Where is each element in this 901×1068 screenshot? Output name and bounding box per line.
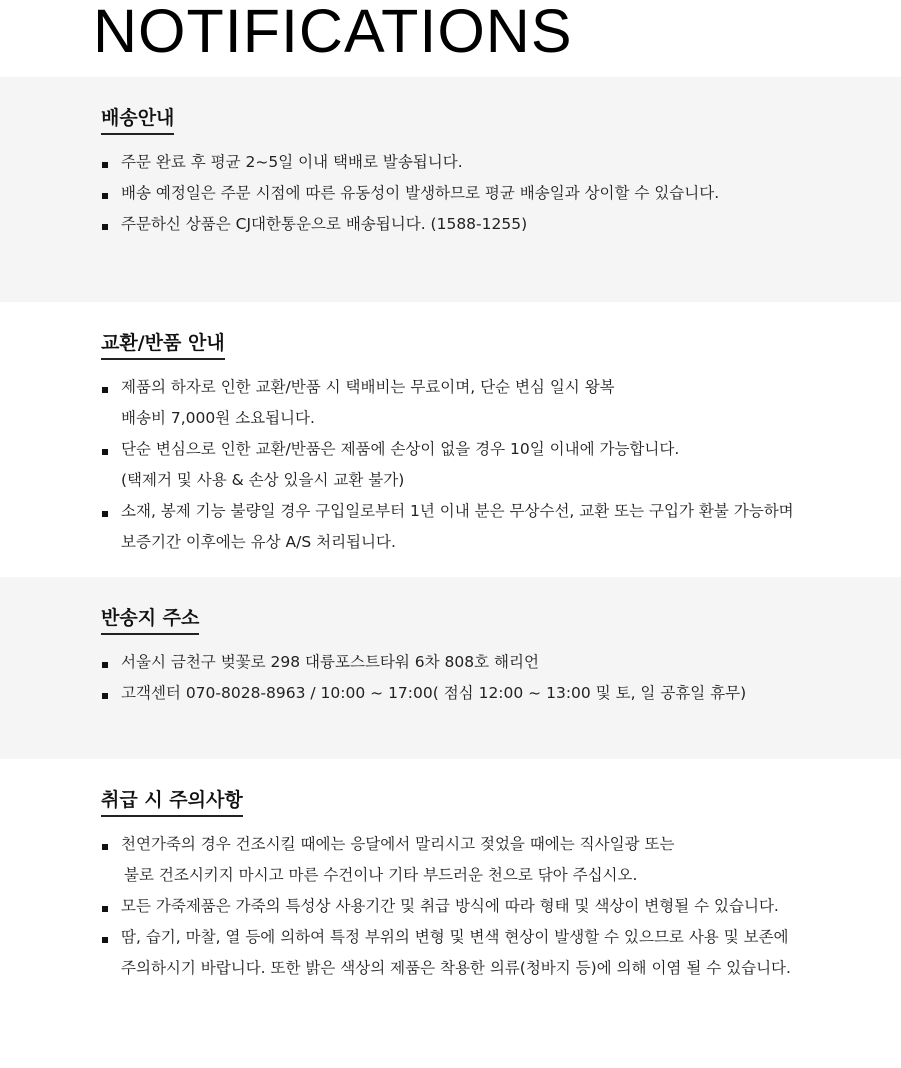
item-text-continued: 주의하시기 바랍니다. 또한 밝은 색상의 제품은 착용한 의류(청바지 등)에 의해 이염 될 수 있습니다. [121, 959, 791, 977]
item-text: 단순 변심으로 인한 교환/반품은 제품에 손상이 없을 경우 10일 이내에 가능합니다. [121, 440, 680, 458]
exchange-return-list [101, 372, 901, 558]
list-item [101, 209, 901, 240]
square-bullet-icon [102, 449, 108, 455]
list-item [101, 891, 901, 922]
item-text: 주문 완료 후 평균 2~5일 이내 택배로 발송됩니다. [121, 153, 463, 171]
item-text: 서울시 금천구 벚꽃로 298 대륭포스트타워 6차 808호 해리언 [121, 653, 539, 671]
list-item [101, 922, 901, 984]
list-item [101, 434, 901, 496]
item-text: 배송 예정일은 주문 시점에 따른 유동성이 발생하므로 평균 배송일과 상이할 수 있습니다. [121, 184, 720, 202]
list-item [101, 647, 901, 678]
item-text: 제품의 하자로 인한 교환/반품 시 택배비는 무료이며, 단순 변심 일시 왕복 [121, 378, 615, 396]
square-bullet-icon [102, 511, 108, 517]
square-bullet-icon [102, 937, 108, 943]
square-bullet-icon [102, 162, 108, 168]
square-bullet-icon [102, 693, 108, 699]
item-text: 소재, 봉제 기능 불량일 경우 구입일로부터 1년 이내 분은 무상수선, 교환 또는 구입가 환불 가능하며 [121, 502, 794, 520]
shipping-info-section [0, 77, 901, 302]
list-item [101, 147, 901, 178]
list-item [101, 829, 901, 891]
item-text: 땀, 습기, 마찰, 열 등에 의하여 특정 부위의 변형 및 변색 현상이 발생할 수 있으므로 사용 및 보존에 [121, 928, 789, 946]
item-text: 고객센터 070-8028-8963 / 10:00 ~ 17:00( 점심 12:00 ~ 13:00 및 토, 일 공휴일 휴무) [121, 684, 747, 702]
item-text-continued: 불로 건조시키지 마시고 마른 수건이나 기타 부드러운 천으로 닦아 주십시오. [124, 866, 638, 884]
handling-caution-section [0, 759, 901, 1068]
item-text-continued: (택제거 및 사용 & 손상 있을시 교환 불가) [121, 471, 405, 489]
item-text-continued: 보증기간 이후에는 유상 A/S 처리됩니다. [121, 533, 396, 551]
square-bullet-icon [102, 906, 108, 912]
section-heading: 배송안내 [101, 105, 174, 135]
exchange-return-section [0, 302, 901, 577]
square-bullet-icon [102, 844, 108, 850]
page-title: NOTIFICATIONS [93, 0, 573, 65]
list-item [101, 372, 901, 434]
list-item [101, 496, 901, 558]
square-bullet-icon [102, 662, 108, 668]
list-item [101, 678, 901, 709]
section-heading: 교환/반품 안내 [101, 330, 225, 360]
section-heading: 반송지 주소 [101, 605, 199, 635]
handling-caution-list [101, 829, 901, 984]
item-text: 주문하신 상품은 CJ대한통운으로 배송됩니다. (1588-1255) [121, 215, 528, 233]
section-heading: 취급 시 주의사항 [101, 787, 243, 817]
item-text: 천연가죽의 경우 건조시킬 때에는 응달에서 말리시고 젖었을 때에는 직사일광 또는 [121, 835, 675, 853]
square-bullet-icon [102, 387, 108, 393]
square-bullet-icon [102, 193, 108, 199]
item-text-continued: 배송비 7,000원 소요됩니다. [121, 409, 315, 427]
return-address-section [0, 577, 901, 759]
item-text: 모든 가죽제품은 가죽의 특성상 사용기간 및 취급 방식에 따라 형태 및 색상이 변형될 수 있습니다. [121, 897, 779, 915]
square-bullet-icon [102, 224, 108, 230]
return-address-list [101, 647, 901, 709]
list-item [101, 178, 901, 209]
shipping-info-list [101, 147, 901, 240]
